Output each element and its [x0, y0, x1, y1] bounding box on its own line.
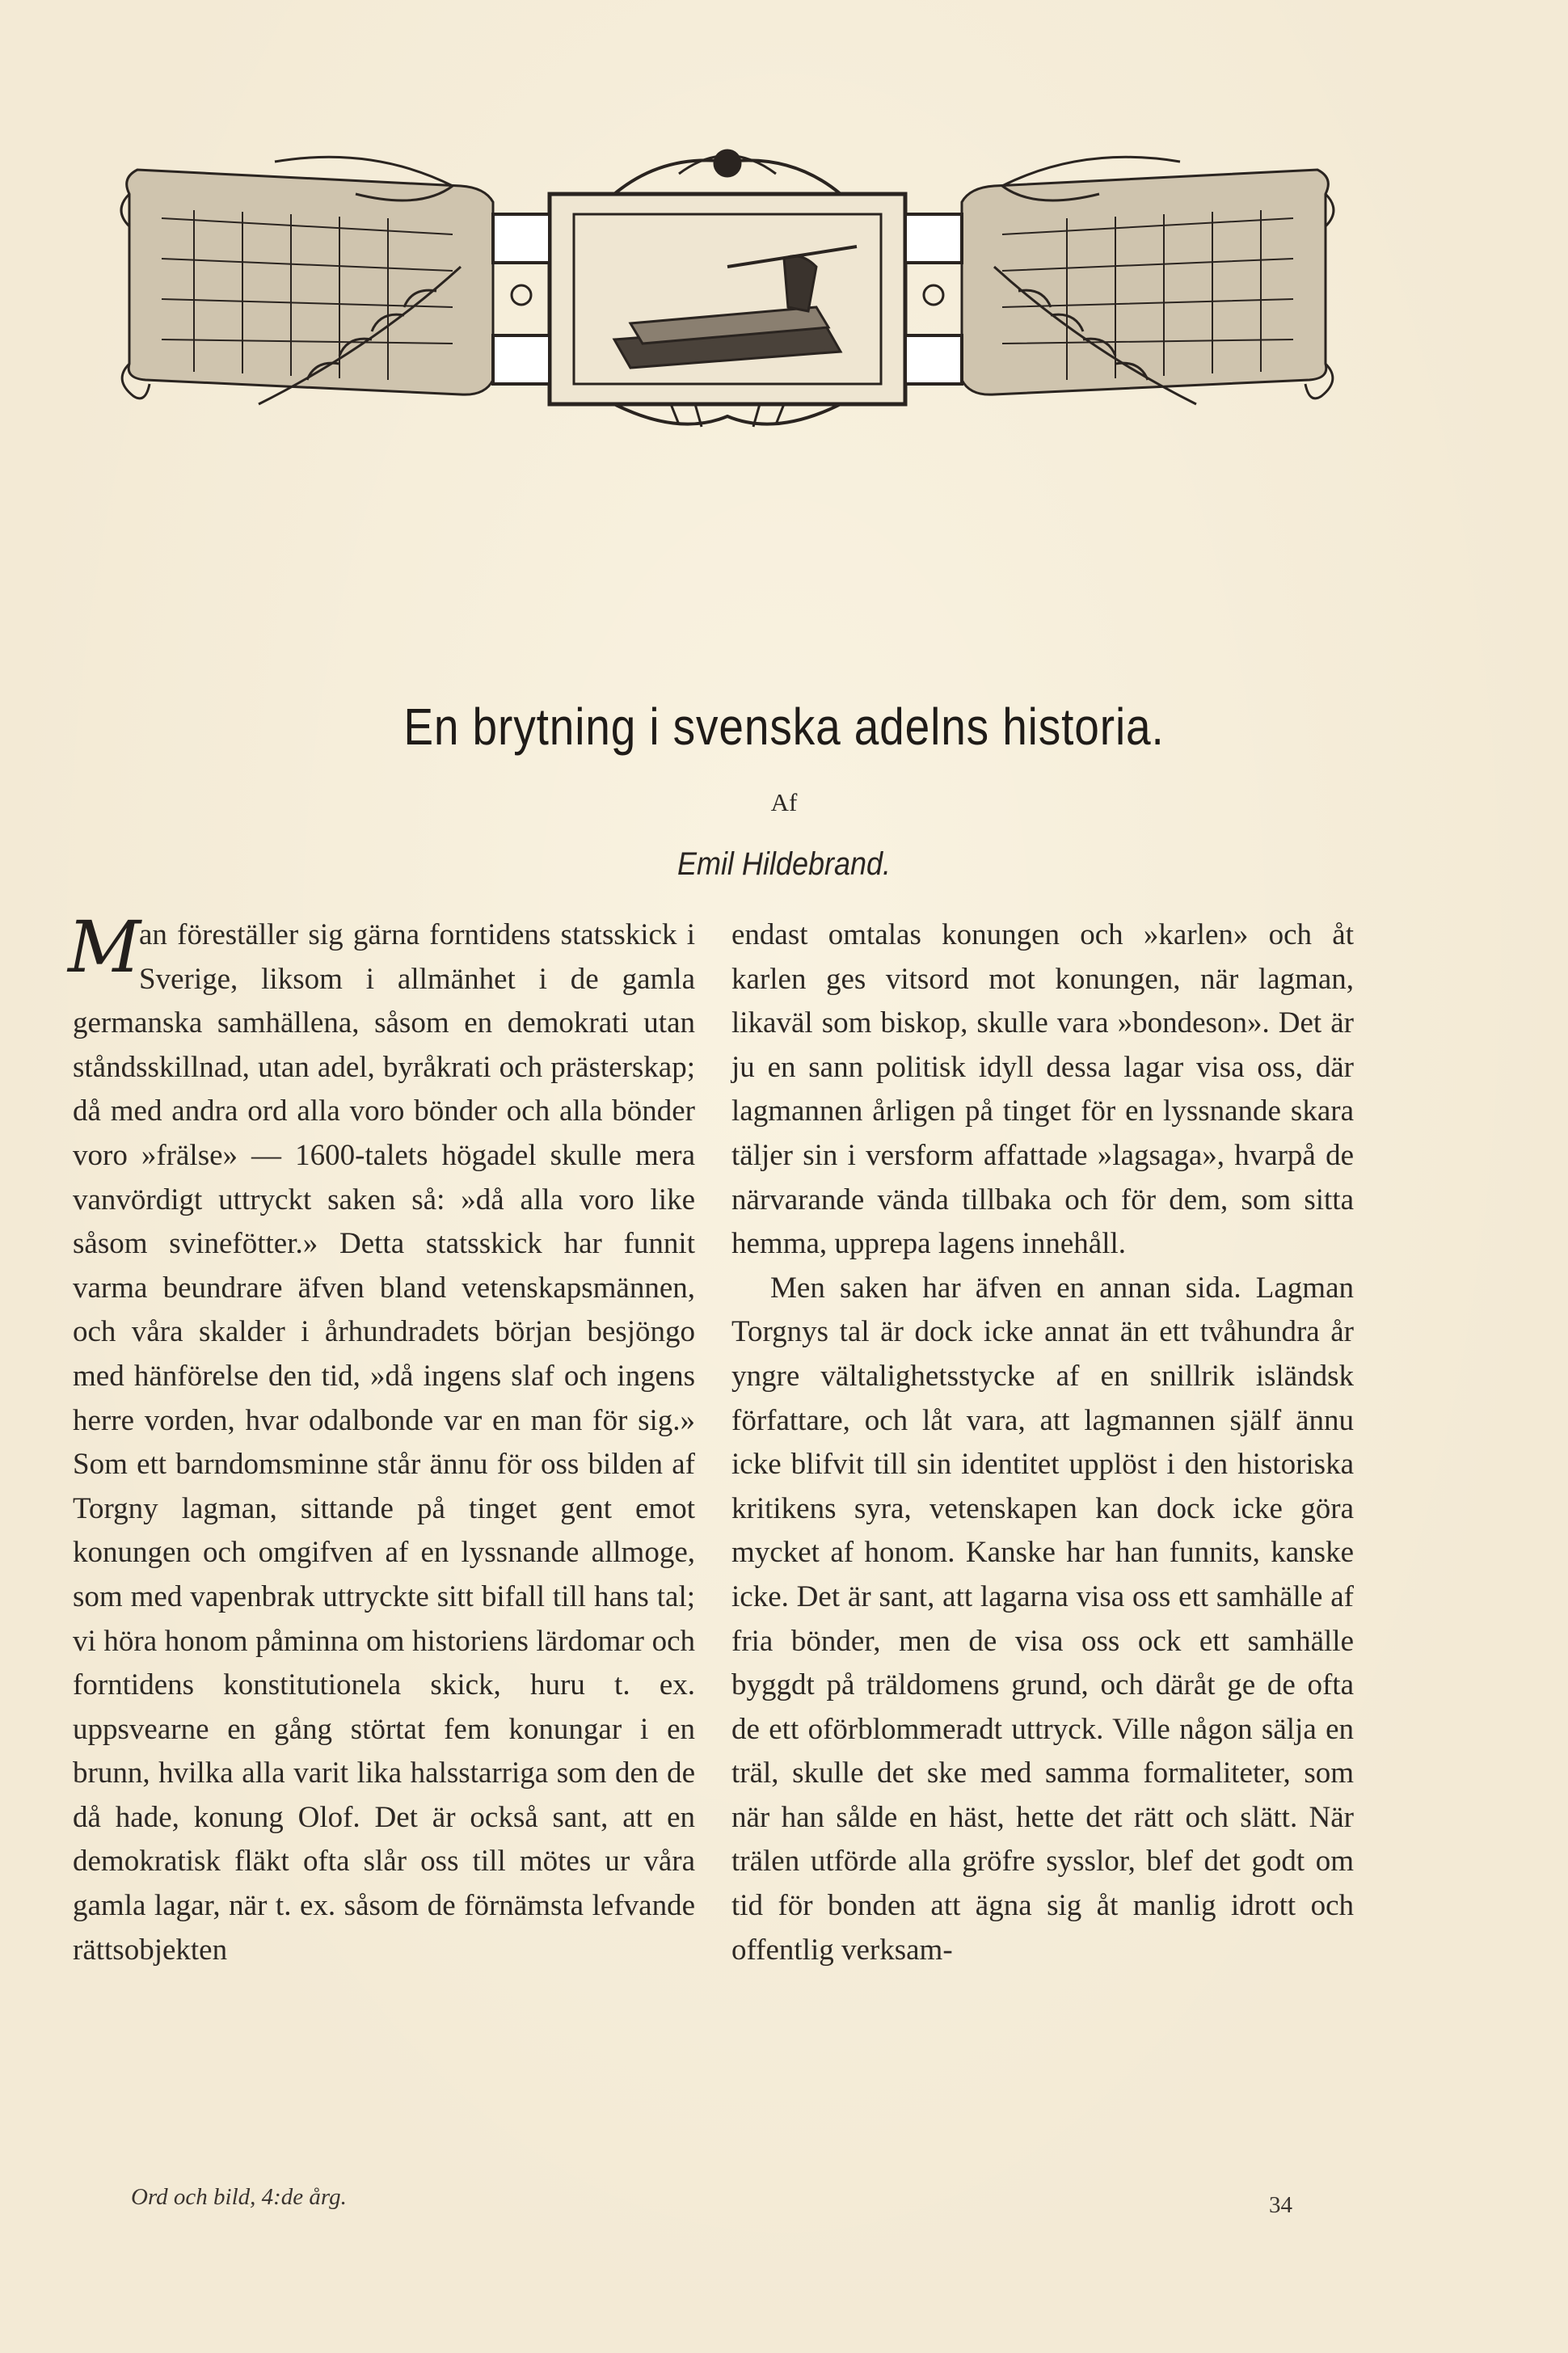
- right-column-paragraph-1: endast omtalas konungen och »karlen» och åt karlen ges vitsord mot konungen, när lagman, likaväl som biskop, skulle vara »bondeson». Det är ju en sann politisk idyll dessa lagar visa oss, där lagmannen årligen på tinget för en lyssnande skara täljer sin i versform affattade »lagsaga», hvarpå de närvarande vända tillbaka och för dem, som sitta hemma, upprepa lagens innehåll.: [731, 918, 1354, 1261]
- header-ornament-icon: [113, 137, 1342, 445]
- drop-cap: M: [68, 905, 141, 989]
- article-title: En brytning i svenska adelns historia.: [403, 698, 1165, 756]
- publication-footer: Ord och bild, 4:de årg.: [131, 2184, 347, 2210]
- article-author: Emil Hildebrand.: [677, 846, 891, 882]
- page-number: 34: [1269, 2192, 1292, 2218]
- left-column-text: an föreställer sig gärna forntidens statsskick i Sverige, liksom i allmänhet i de gamla germanska samhällena, såsom en demokrati utan ståndsskillnad, utan adel, byråkrati och prästerskap; då med andra ord alla voro bönder och alla bönder voro »frälse» — 1600-talets högadel skulle mera vanvördigt uttryckt saken så: »då alla voro like såsom svinefötter.» Detta statsskick har funnit varma beundrare äfven bland vetenskapsmännen, och våra skalder i århundradets början besjöngo med hänförelse den tid, »då ingens slaf och ingens herre vorden, hvar odalbonde var en man för sig.» Som ett barndomsminne står ännu för oss bilden af Torgny lagman, sittande på tinget gent emot konungen och omgifven af en lyssnande allmoge, som med vapenbrak uttryckte sitt bifall till hans tal; vi höra honom påminna om historiens lärdomar och forntidens konstitutionela skick, huru t. ex. uppsvearne en gång störtat fem konungar i en brunn, hvilka alla varit lika halsstarriga som den de då hade, konung Olof. Det är också sant, att en demokratisk fläkt ofta slår oss till mötes ur våra gamla lagar, när t. ex. såsom de förnämsta lefvande rättsobjekten: [73, 918, 695, 1967]
- left-column-paragraph: [68, 905, 695, 1972]
- left-column: [68, 905, 695, 1972]
- right-column-paragraph-2: Men saken har äfven en annan sida. Lagman Torgnys tal är dock icke annat än ett tvåhundra år yngre vältalighetsstycke af en snillrik isländsk författare, och låt vara, att lagmannen själf ännu icke blifvit till sin identitet upplöst i den historiska kritikens syra, vetenskapen kan dock icke göra mycket af honom. Kanske har han funnits, kanske icke. Det är sant, att lagarna visa oss ett samhälle af fria bönder, men de visa oss ock ett samhälle byggdt på träldomens grund, och däråt ge de ofta de ett oförblommeradt uttryck. Ville någon sälja en träl, skulle det ske med samma formaliteter, som när han sålde en häst, hette det rätt och slätt. När trälen utförde alla gröfre sysslor, blef det godt om tid för bonden att ägna sig åt manlig idrott och offentlig verksam-: [731, 1271, 1354, 1967]
- right-column: [731, 913, 1354, 1972]
- byline-prefix: Af: [770, 788, 798, 816]
